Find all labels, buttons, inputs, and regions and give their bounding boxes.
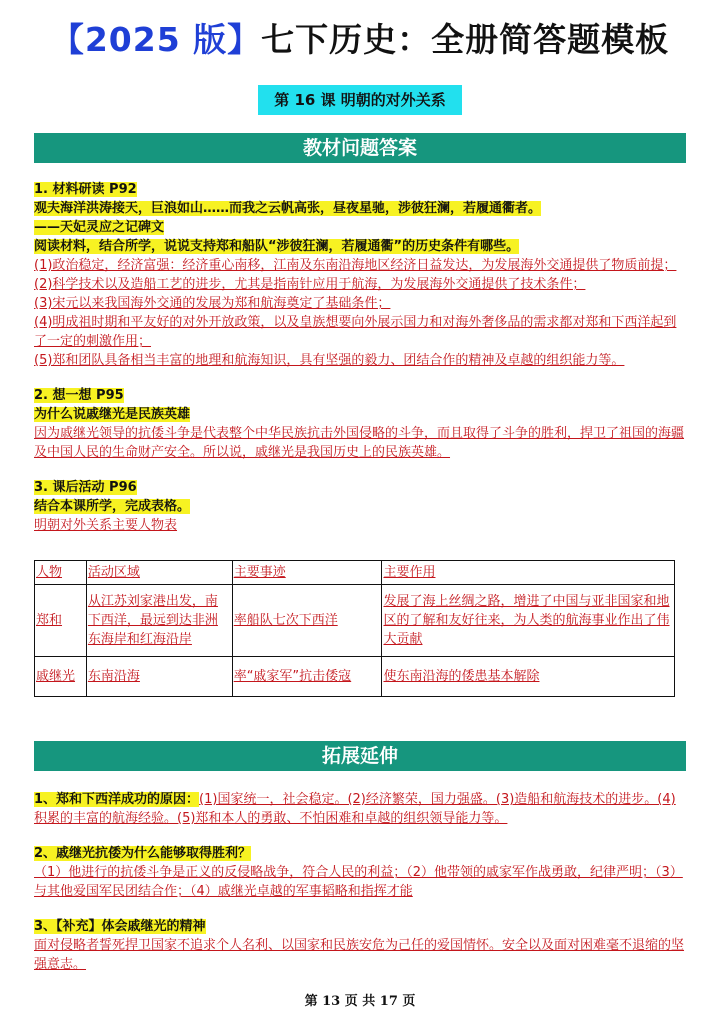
ext-question-1: 1、郑和下西洋成功的原因： <box>34 792 200 807</box>
ext-answer-1: (1)国家统一，社会稳定。(2)经济繁荣，国力强盛。(3)造船和航海技术的进步。(4)积累的丰富的航海经验。(5)郑和本人的勇敢、不怕困难和卓越的组织领导能力等。 <box>34 792 676 826</box>
q1-source: ——天妃灵应之记碑文 <box>34 220 165 235</box>
q1-answer-1: (1)政治稳定，经济富强：经济重心南移，江南及东南沿海地区经济日益发达，为发展海外交通提供了物质前提； <box>34 258 677 273</box>
table-header-row <box>35 561 675 585</box>
q3-question: 结合本课所学，完成表格。 <box>34 499 191 514</box>
table-header-cell: 人物 <box>35 561 87 585</box>
table-header-cell: 活动区域 <box>86 561 232 585</box>
table-cell: 郑和 <box>35 585 87 657</box>
title-main: 七下历史：全册简答题模板 <box>261 20 670 59</box>
q1-answer-2: (2)科学技术以及造船工艺的进步，尤其是指南针应用于航海，为发展海外交通提供了技术条件； <box>34 277 586 292</box>
section-textbook-answers <box>34 180 688 535</box>
ext-answer-2: （1）他进行的抗倭斗争是正义的反侵略战争，符合人民的利益；（2）他带领的戚家军作战勇敢，纪律严明；（3）与其他爱国军民团结合作；（4）戚继光卓越的军事韬略和指挥才能 <box>34 865 683 899</box>
q1-answer-4: (4)明成祖时期和平友好的对外开放政策，以及皇族想要向外展示国力和对海外奢侈品的需求都对郑和下西洋起到了一定的刺激作用； <box>34 315 677 349</box>
q3-table-title: 明朝对外关系主要人物表 <box>34 518 178 533</box>
q1-answer-5: (5)郑和团队具备相当丰富的地理和航海知识，具有坚强的毅力、团结合作的精神及卓越的组织能力等。 <box>34 353 625 368</box>
ext-question-2: 2、戚继光抗倭为什么能够取得胜利？ <box>34 846 252 861</box>
q1-heading: 1. 材料研读 P92 <box>34 182 137 197</box>
table-cell: 东南沿海 <box>86 657 232 697</box>
title-bracket-close: 】 <box>227 20 262 59</box>
lesson-badge: 第 16 课 明朝的对外关系 <box>258 85 462 115</box>
page-footer: 第 13 页 共 17 页 <box>304 994 416 1009</box>
ext-answer-3: 面对侵略者誓死捍卫国家不追求个人名利、以国家和民族安危为己任的爱国情怀。安全以及面对困难毫不退缩的坚强意志。 <box>34 938 685 972</box>
section-banner-extension: 拓展延伸 <box>34 741 686 771</box>
table-cell: 戚继光 <box>35 657 87 697</box>
title-edition: 2025 版 <box>84 20 228 59</box>
q2-question: 为什么说戚继光是民族英雄 <box>34 407 191 422</box>
table-cell: 率“戚家军”抗击倭寇 <box>232 657 382 697</box>
table-cell: 从江苏刘家港出发，南下西洋，最远到达非洲东海岸和红海沿岸 <box>86 585 232 657</box>
ext-question-3: 3、【补充】体会戚继光的精神 <box>34 919 206 934</box>
table-row <box>35 657 675 697</box>
q2-answer: 因为戚继光领导的抗倭斗争是代表整个中华民族抗击外国侵略的斗争，而且取得了斗争的胜利，捍卫了祖国的海疆及中国人民的生命财产安全。所以说，戚继光是我国历史上的民族英雄。 <box>34 426 685 460</box>
table-row <box>35 585 675 657</box>
table-header-cell: 主要作用 <box>382 561 675 585</box>
table-cell: 使东南沿海的倭患基本解除 <box>382 657 675 697</box>
q3-heading: 3. 课后活动 P96 <box>34 480 137 495</box>
page-title <box>0 18 720 62</box>
section-extension <box>34 790 688 974</box>
table-header-cell: 主要事迹 <box>232 561 382 585</box>
q1-answer-3: (3)宋元以来我国海外交通的发展为郑和航海奠定了基础条件； <box>34 296 391 311</box>
q1-question: 阅读材料，结合所学，说说支持郑和船队“涉彼狂澜，若履通衢”的历史条件有哪些。 <box>34 239 520 254</box>
lesson-badge-wrap <box>0 85 720 115</box>
section-banner-textbook: 教材问题答案 <box>34 133 686 163</box>
q2-heading: 2. 想一想 P95 <box>34 388 124 403</box>
title-bracket-open: 【 <box>50 20 85 59</box>
table-cell: 率船队七次下西洋 <box>232 585 382 657</box>
people-table <box>34 560 675 697</box>
table-cell: 发展了海上丝绸之路，增进了中国与亚非国家和地区的了解和友好往来，为人类的航海事业作出了伟大贡献 <box>382 585 675 657</box>
q1-quote: 观夫海洋洪涛接天，巨浪如山……而我之云帆高张，昼夜星驰，涉彼狂澜，若履通衢者。 <box>34 201 542 216</box>
